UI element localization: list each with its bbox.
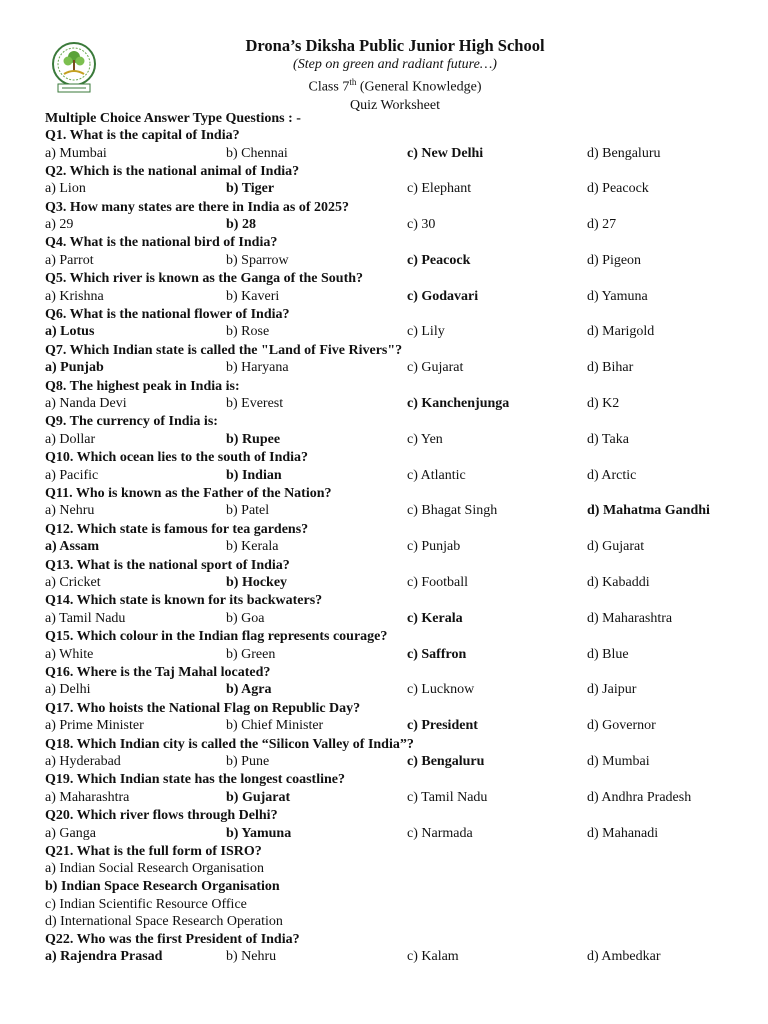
correct-option: c) Kanchenjunga bbox=[407, 396, 510, 412]
option: d) Maharashtra bbox=[587, 610, 673, 626]
option: b) Kerala bbox=[226, 539, 279, 555]
class-prefix: Class 7 bbox=[308, 79, 350, 95]
question-text: Q19. Which Indian state has the longest coastline? bbox=[45, 772, 345, 788]
correct-option: b) Indian Space Research Organisation bbox=[45, 879, 280, 895]
option: a) Mumbai bbox=[45, 145, 107, 161]
option: d) Taka bbox=[587, 431, 629, 447]
correct-option: c) Godavari bbox=[407, 288, 479, 304]
option: a) Maharashtra bbox=[45, 789, 130, 805]
correct-option: c) Peacock bbox=[407, 252, 471, 268]
question-text: Q20. Which river flows through Delhi? bbox=[45, 808, 278, 824]
option: a) Ganga bbox=[45, 825, 96, 841]
option: b) Haryana bbox=[226, 360, 289, 376]
options-row bbox=[45, 646, 745, 664]
options-row bbox=[45, 252, 745, 270]
correct-option: c) President bbox=[407, 718, 478, 734]
options-row bbox=[45, 825, 745, 843]
correct-option: c) New Delhi bbox=[407, 145, 484, 161]
school-name: Drona’s Diksha Public Junior High School bbox=[245, 36, 545, 55]
class-suffix: (General Knowledge) bbox=[356, 79, 482, 95]
option: d) K2 bbox=[587, 396, 620, 412]
correct-option: b) Yamuna bbox=[226, 825, 292, 841]
options-row bbox=[45, 288, 745, 306]
correct-option: b) 28 bbox=[226, 217, 256, 233]
option: d) Bihar bbox=[587, 360, 634, 376]
option: a) Dollar bbox=[45, 431, 96, 447]
question-text: Q16. Where is the Taj Mahal located? bbox=[45, 664, 271, 680]
question-text: Q22. Who was the first President of India? bbox=[45, 931, 300, 947]
option: c) Elephant bbox=[407, 181, 472, 197]
options-row bbox=[45, 502, 745, 520]
option: d) Yamuna bbox=[587, 288, 648, 304]
option: b) Nehru bbox=[226, 949, 277, 965]
option: c) Tamil Nadu bbox=[407, 789, 488, 805]
correct-option: b) Indian bbox=[226, 467, 282, 483]
option: d) Mumbai bbox=[587, 754, 650, 770]
option: d) Pigeon bbox=[587, 252, 642, 268]
correct-option: c) Bengaluru bbox=[407, 754, 485, 770]
options-row bbox=[45, 467, 745, 485]
question-text: Q13. What is the national sport of India? bbox=[45, 557, 290, 573]
option: c) Kalam bbox=[407, 949, 459, 965]
question-text: Q4. What is the national bird of India? bbox=[45, 235, 278, 251]
question-text: Q3. How many states are there in India as of 2025? bbox=[45, 199, 349, 215]
question-text: Q2. Which is the national animal of India? bbox=[45, 163, 300, 179]
option: a) Nehru bbox=[45, 503, 95, 519]
option: b) Goa bbox=[226, 610, 265, 626]
option: a) Indian Social Research Organisation bbox=[45, 861, 265, 877]
option: c) Punjab bbox=[407, 539, 461, 555]
option: d) Jaipur bbox=[587, 682, 637, 698]
correct-option: a) Lotus bbox=[45, 324, 95, 340]
options-row bbox=[45, 574, 745, 592]
correct-option: b) Gujarat bbox=[226, 789, 291, 805]
question-text: Q18. Which Indian city is called the “Silicon Valley of India”? bbox=[45, 736, 414, 752]
class-subject bbox=[22, 73, 768, 97]
class-superscript: th bbox=[349, 77, 357, 87]
worksheet-header bbox=[0, 36, 768, 114]
option: d) Blue bbox=[587, 646, 629, 662]
option: d) International Space Research Operation bbox=[45, 914, 283, 930]
option: b) Patel bbox=[226, 503, 270, 519]
option: c) Atlantic bbox=[407, 467, 466, 483]
option: a) 29 bbox=[45, 217, 74, 233]
question-text: Q14. Which state is known for its backwaters? bbox=[45, 593, 323, 609]
option: c) 30 bbox=[407, 217, 436, 233]
question-text: Q5. Which river is known as the Ganga of the South? bbox=[45, 271, 364, 287]
worksheet-title: Quiz Worksheet bbox=[350, 97, 440, 113]
options-row bbox=[45, 789, 745, 807]
options-row bbox=[45, 395, 745, 413]
option: d) Marigold bbox=[587, 324, 655, 340]
option: b) Green bbox=[226, 646, 276, 662]
correct-option: c) Saffron bbox=[407, 646, 467, 662]
option: c) Football bbox=[407, 575, 469, 591]
correct-option: a) Punjab bbox=[45, 360, 104, 376]
question-text: Q12. Which state is famous for tea gardens? bbox=[45, 521, 309, 537]
option: d) Ambedkar bbox=[587, 949, 661, 965]
options-row bbox=[45, 948, 745, 966]
option: a) Delhi bbox=[45, 682, 91, 698]
correct-option: b) Tiger bbox=[226, 181, 275, 197]
option: c) Yen bbox=[407, 431, 443, 447]
question-text: Q8. The highest peak in India is: bbox=[45, 378, 240, 394]
option: d) Governor bbox=[587, 718, 656, 734]
options-row bbox=[45, 753, 745, 771]
option: b) Pune bbox=[226, 754, 270, 770]
option: d) Andhra Pradesh bbox=[587, 789, 692, 805]
option: d) Mahanadi bbox=[587, 825, 659, 841]
options-row bbox=[45, 610, 745, 628]
options-row bbox=[45, 717, 745, 735]
question-text: Q7. Which Indian state is called the "Land of Five Rivers"? bbox=[45, 342, 403, 358]
options-row bbox=[45, 145, 745, 163]
option: d) Kabaddi bbox=[587, 575, 650, 591]
options-row bbox=[45, 216, 745, 234]
correct-option: b) Rupee bbox=[226, 431, 281, 447]
question-text: Q21. What is the full form of ISRO? bbox=[45, 843, 262, 859]
question-text: Q6. What is the national flower of India? bbox=[45, 306, 290, 322]
question-text: Q15. Which colour in the Indian flag represents courage? bbox=[45, 629, 388, 645]
option: c) Indian Scientific Resource Office bbox=[45, 896, 247, 912]
option: b) Chief Minister bbox=[226, 718, 324, 734]
option: c) Gujarat bbox=[407, 360, 464, 376]
option: b) Kaveri bbox=[226, 288, 280, 304]
option: d) Bengaluru bbox=[587, 145, 661, 161]
question-text: Q17. Who hoists the National Flag on Republic Day? bbox=[45, 700, 361, 716]
option: d) Peacock bbox=[587, 181, 649, 197]
correct-option: b) Agra bbox=[226, 682, 272, 698]
option: c) Lily bbox=[407, 324, 445, 340]
options-row bbox=[45, 538, 745, 556]
question-text: Q9. The currency of India is: bbox=[45, 414, 218, 430]
options-row bbox=[45, 323, 745, 341]
question-text: Q1. What is the capital of India? bbox=[45, 128, 240, 143]
options-row bbox=[45, 359, 745, 377]
section-title: Multiple Choice Answer Type Questions : - bbox=[45, 111, 301, 126]
option: a) Nanda Devi bbox=[45, 396, 127, 412]
option: c) Bhagat Singh bbox=[407, 503, 498, 519]
question-text: Q11. Who is known as the Father of the Nation? bbox=[45, 485, 332, 501]
option: b) Chennai bbox=[226, 145, 288, 161]
option: b) Sparrow bbox=[226, 252, 289, 268]
quiz-content bbox=[45, 110, 745, 967]
option: b) Everest bbox=[226, 396, 284, 412]
correct-option: d) Mahatma Gandhi bbox=[587, 503, 710, 519]
option: d) Arctic bbox=[587, 467, 637, 483]
correct-option: a) Assam bbox=[45, 539, 100, 555]
correct-option: a) Rajendra Prasad bbox=[45, 949, 163, 965]
correct-option: c) Kerala bbox=[407, 610, 463, 626]
option: d) 27 bbox=[587, 217, 617, 233]
options-row bbox=[45, 431, 745, 449]
option: a) Krishna bbox=[45, 288, 104, 304]
options-row bbox=[45, 180, 745, 198]
option: a) Cricket bbox=[45, 575, 101, 591]
option: a) White bbox=[45, 646, 94, 662]
option: a) Parrot bbox=[45, 252, 94, 268]
correct-option: b) Hockey bbox=[226, 575, 288, 591]
option: a) Lion bbox=[45, 181, 86, 197]
option: b) Rose bbox=[226, 324, 270, 340]
option: c) Narmada bbox=[407, 825, 473, 841]
option: c) Lucknow bbox=[407, 682, 475, 698]
question-text: Q10. Which ocean lies to the south of India? bbox=[45, 450, 309, 466]
option: a) Tamil Nadu bbox=[45, 610, 126, 626]
option: a) Prime Minister bbox=[45, 718, 144, 734]
options-row bbox=[45, 681, 745, 699]
option: d) Gujarat bbox=[587, 539, 645, 555]
option: a) Pacific bbox=[45, 467, 99, 483]
school-tagline: (Step on green and radiant future…) bbox=[293, 57, 497, 72]
option: a) Hyderabad bbox=[45, 754, 121, 770]
